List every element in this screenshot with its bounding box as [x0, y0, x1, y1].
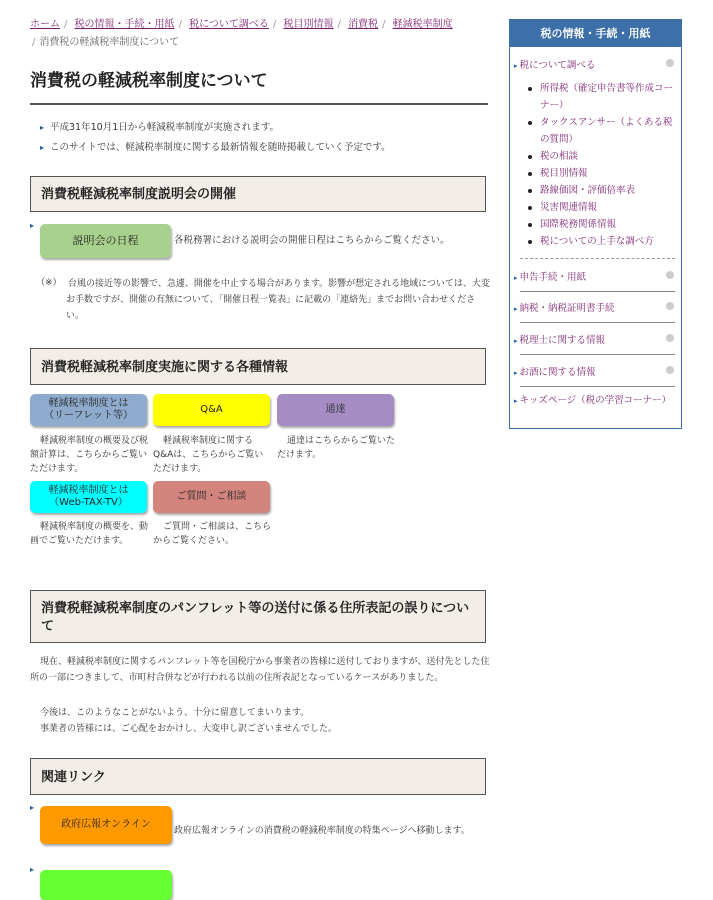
sidebar-item[interactable]	[528, 148, 678, 165]
page-title: 消費税の軽減税率制度について	[30, 66, 488, 105]
sidebar-link[interactable]: タックスアンサー（よくある税の質問）	[540, 117, 673, 145]
intro-item: ▸ このサイトでは、軽減税率制度に関する最新情報を随時掲載していく予定です。	[40, 138, 391, 158]
circle-icon	[666, 59, 674, 67]
sidebar-section-label: 申告手続・用紙	[519, 272, 587, 283]
qa-desc: 軽減税率制度に関するQ&Aは、こちらからご覧いただけます。	[153, 436, 264, 474]
gov-pr-online-desc: 政府広報オンラインの消費税の軽減税率制度の特集ページへ移動します。	[174, 826, 470, 836]
qa-button[interactable]: Q&A	[153, 394, 270, 426]
breadcrumb-reduced-rate[interactable]: 軽減税率制度	[392, 19, 453, 30]
breadcrumb-current: 消費税の軽減税率制度について	[39, 37, 180, 48]
sidebar-item[interactable]	[528, 199, 678, 216]
note-mark: （※）	[36, 278, 62, 288]
sidebar-section-label: お酒に関する情報	[519, 367, 596, 378]
sidebar-link[interactable]: 路線価図・評価倍率表	[540, 185, 636, 196]
intro-list	[40, 118, 391, 158]
seminar-schedule-button[interactable]: 説明会の日程	[40, 224, 171, 258]
sidebar-link[interactable]: 災害関連情報	[540, 202, 598, 213]
intro-item: ▸ 平成31年10月1日から軽減税率制度が実施されます。	[40, 118, 391, 138]
sidebar-section-payment[interactable]	[519, 300, 674, 314]
bullet-icon	[30, 220, 40, 231]
circular-desc: 通達はこちらからご覧いただけます。	[277, 436, 396, 460]
bullet-icon	[30, 864, 40, 875]
sidebar-item[interactable]	[528, 80, 678, 114]
sidebar-divider	[520, 386, 675, 387]
address-error-p2: 今後は、このようなことがないよう、十分に留意してまいります。	[40, 708, 310, 718]
sidebar-item[interactable]	[528, 114, 678, 148]
section-heading-seminar: 消費税軽減税率制度説明会の開催	[30, 176, 486, 212]
address-error-p1: 現在、軽減税率制度に関するパンフレット等を国税庁から事業者の皆様に送付しておりますが、送付先とした住所の一部につきまして、市町村合併などが行われる以前の住所表記となっているケースがありました。	[30, 657, 490, 683]
web-tax-tv-button[interactable]	[30, 481, 147, 513]
leaflet-button[interactable]	[30, 394, 147, 426]
sidebar-section-forms[interactable]	[519, 269, 674, 283]
consult-button[interactable]: ご質問・ご相談	[153, 481, 270, 513]
leaflet-label-sub: （リーフレット等）	[44, 410, 133, 421]
related-link-button[interactable]	[40, 870, 172, 900]
leaflet-label: 軽減税率制度とは	[48, 398, 129, 409]
sidebar	[509, 19, 682, 429]
sidebar-list	[528, 80, 678, 250]
consult-desc: ご質問・ご相談は、こちらからご覧ください。	[153, 522, 272, 546]
breadcrumb: ホーム / 税の情報・手続・用紙 / 税について調べる / 税目別情報 / 消費税 / 軽減税率制度 / 消費税の軽減税率制度について	[30, 19, 453, 48]
breadcrumb-tax-info[interactable]: 税の情報・手続・用紙	[74, 19, 175, 30]
sidebar-section-label: 納税・納税証明書手続	[519, 303, 615, 314]
breadcrumb-consumption-tax[interactable]: 消費税	[348, 19, 379, 30]
sidebar-section-research[interactable]	[519, 57, 674, 71]
sidebar-item[interactable]	[528, 182, 678, 199]
sidebar-item[interactable]	[528, 165, 678, 182]
gov-pr-online-button[interactable]: 政府広報オンライン	[40, 806, 172, 844]
circular-button[interactable]: 通達	[277, 394, 394, 426]
web-tax-tv-label: 軽減税率制度とは	[48, 485, 129, 496]
web-tax-tv-desc: 軽減税率制度の概要を、動画でご覧いただけます。	[30, 522, 149, 546]
section-heading-links: 関連リンク	[30, 758, 486, 795]
seminar-note: 台風の接近等の影響で、急遽、開催を中止する場合があります。影響が想定される地域については、大変お手数ですが、開催の有無について、「開催日程一覧表」に記載の「連絡先」までお問い合わせください。	[66, 279, 490, 321]
sidebar-link[interactable]: 税目別情報	[540, 168, 588, 179]
circle-icon	[666, 271, 674, 279]
sidebar-divider	[520, 258, 675, 259]
circle-icon	[666, 302, 674, 310]
sidebar-link[interactable]: 国際税務関係情報	[540, 219, 617, 230]
sidebar-divider	[520, 291, 675, 292]
address-error-p3: 事業者の皆様には、ご心配をおかけし、大変申し訳ございませんでした。	[40, 724, 338, 734]
breadcrumb-tax-items[interactable]: 税目別情報	[283, 19, 334, 30]
sidebar-link[interactable]: 税についての上手な調べ方	[540, 236, 654, 247]
sidebar-section-label: 税について調べる	[519, 60, 596, 71]
section-heading-address-error: 消費税軽減税率制度のパンフレット等の送付に係る住所表記の誤りについて	[30, 590, 486, 643]
circle-icon	[666, 366, 674, 374]
bullet-icon	[30, 802, 40, 813]
sidebar-title: 税の情報・手続・用紙	[510, 20, 681, 47]
sidebar-item[interactable]	[528, 233, 678, 250]
leaflet-desc: 軽減税率制度の概要及び税額計算は、こちらからご覧いただけます。	[30, 436, 149, 474]
section-heading-info: 消費税軽減税率制度実施に関する各種情報	[30, 348, 486, 385]
sidebar-section-label: 税理士に関する情報	[519, 335, 606, 346]
sidebar-section-kids[interactable]	[519, 395, 674, 407]
sidebar-section-label: キッズページ（税の学習コーナー）	[519, 395, 672, 406]
circle-icon	[666, 334, 674, 342]
breadcrumb-research[interactable]: 税について調べる	[189, 19, 269, 30]
sidebar-section-tax-accountant[interactable]	[519, 332, 674, 346]
sidebar-link[interactable]: 所得税（確定申告書等作成コーナー）	[540, 83, 674, 111]
sidebar-divider	[520, 322, 675, 323]
sidebar-link[interactable]: 税の相談	[540, 151, 579, 162]
web-tax-tv-label-sub: （Web-TAX-TV）	[49, 497, 128, 508]
sidebar-item[interactable]	[528, 216, 678, 233]
sidebar-section-liquor[interactable]	[519, 364, 674, 378]
seminar-desc: 各税務署における説明会の開催日程はこちらからご覧ください。	[174, 235, 450, 246]
breadcrumb-home[interactable]: ホーム	[30, 19, 60, 30]
sidebar-divider	[520, 354, 675, 355]
